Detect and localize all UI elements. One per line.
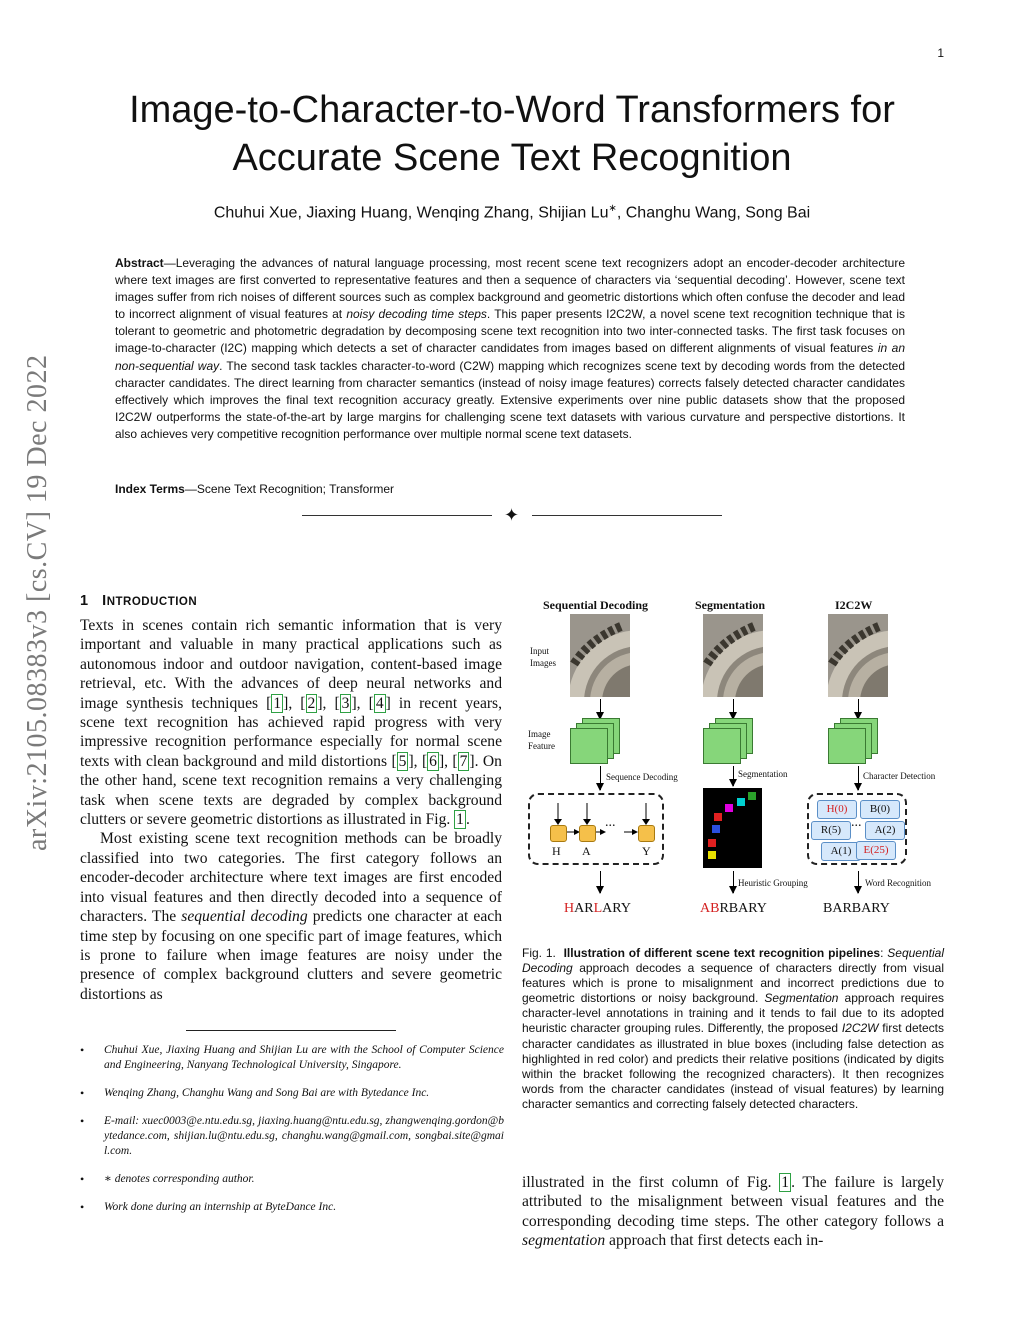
output-correct: RBARY — [719, 901, 767, 916]
footnote-bytedance — [80, 1086, 504, 1101]
citation-4[interactable]: 4 — [375, 694, 384, 712]
caption-text-3: first detects character candidates as illustrated in blue boxes (including false detection as highlighted in red color) and predicts their relative positions (indicated by digits within the bracket following the recognized characters). It then recognizes words from the character candidates (instead of visual features) by learning character semantics and correcting falsely detected characters. — [522, 1021, 944, 1111]
candidate-box: A(2) — [865, 821, 905, 840]
caption-em-i2c2w: I2C2W — [841, 1021, 879, 1036]
input-image-2 — [703, 614, 763, 697]
p1-text-c: . On the other hand, scene text recognition remains a very challenging task when scene texts are degraded by complex background clutters or severe geometric distortions as illustrated in Fig. — [80, 752, 502, 829]
page-number: 1 — [937, 46, 944, 60]
output-correct: ARY — [602, 901, 631, 916]
decoding-step-box — [638, 825, 655, 842]
footnote-email — [80, 1114, 504, 1159]
abstract-emphasis-2: in an non-sequential way — [115, 341, 905, 373]
intro-paragraph-2 — [80, 829, 502, 1004]
citation-3[interactable]: 3 — [341, 694, 350, 712]
footnote-corresponding — [80, 1172, 504, 1187]
arrow-down-icon — [600, 871, 601, 893]
arrow-down-icon — [600, 699, 601, 719]
section-title-initial: I — [102, 593, 107, 609]
caption-em-sequential: Sequential Decoding — [522, 946, 944, 976]
bullet-icon: • — [80, 1114, 85, 1128]
candidate-box: B(0) — [860, 800, 900, 819]
bullet-icon: • — [80, 1200, 85, 1214]
separator-left — [302, 515, 492, 516]
author-list — [0, 203, 1024, 222]
bullet-icon: • — [80, 1086, 85, 1100]
fig-col-title-i2c2w: I2C2W — [835, 598, 873, 612]
decoded-char-1: H — [552, 844, 561, 858]
output-error: AB — [700, 901, 720, 916]
output-error: H — [564, 901, 575, 916]
step-label-character-detection: Character Detection — [863, 771, 936, 781]
citation-1[interactable]: 1 — [273, 694, 282, 712]
caption-text-1: approach decodes a sequence of characters directly from visual features which is prone to misalignment and incorrect predictions due to geometric distortions or noisy background. — [522, 961, 944, 1006]
arxiv-stamp: arXiv:2105.08383v3 [cs.CV] 19 Dec 2022 — [22, 354, 53, 851]
output-i2c2w: BARBARY — [823, 901, 890, 916]
caption-colon: : — [880, 946, 888, 960]
arrow-down-icon — [858, 699, 859, 719]
bullet-icon: • — [80, 1172, 85, 1186]
abstract — [115, 255, 905, 443]
input-image-1 — [570, 614, 630, 697]
paper-title — [0, 86, 1024, 182]
footnotes — [80, 1043, 504, 1228]
separator-diamond-icon: ✦ — [504, 505, 520, 525]
decoded-char-2: A — [582, 844, 591, 858]
output-error: L — [593, 901, 603, 916]
citation-6[interactable]: 6 — [429, 752, 437, 770]
fig-row-label-input — [530, 645, 556, 669]
footnote-text: E-mail: xuec0003@e.ntu.edu.sg, jiaxing.huang@ntu.edu.sg, zhangwenqing.gordon@bytedance.com, shijian.lu@ntu.edu.sg, changhu.wang@gmail.com, songbai.site@gmail.com. — [104, 1115, 504, 1157]
intro-paragraph-1: Texts in scenes contain rich semantic information that is very important and valuable in many practical applications such as autonomous indoor and outdoor navigation, content-based image retrieval, etc. With the advances of deep neural networks and image synthesis techniques [ 1 ], [ 2 ], [ 3 ], [ 4 ] in recent years, scene text recognition has achieved rapid progress with very impressive recognition performance especially for normal scene texts with clean background and mild distortions [ 5 ], [ 6 ], [ 7 ]. On the other hand, scene text recognition remains a very challenging task when scene texts are degraded by complex background clutters or severe geometric distortions as illustrated in Fig. 1 . — [80, 617, 503, 829]
abstract-text-1: —Leveraging the advances of natural language processing, most recent scene text recognizers adopt an encoder-decoder architecture where text images are first converted to representative features and then a sequence of characters via ‘sequential decoding’. However, scene text images suffer from rich noises of different sources such as complex background and geometric distortions which often confuse the decoder and lead to incorrect alignment of visual features at — [115, 256, 905, 322]
feature-label-line-2: Feature — [528, 741, 555, 751]
arrow-down-icon — [733, 871, 734, 893]
footnote-text: Chuhui Xue, Jiaxing Huang and Shijian Lu are with the School of Computer Science and Engineering, Nanyang Technological University, Singapore. — [104, 1044, 504, 1071]
authors-rest: , Changhu Wang, Song Bai — [616, 204, 811, 222]
feature-stack-1 — [570, 718, 630, 768]
feature-label-line-1: Image — [528, 729, 551, 739]
decoded-char-3: Y — [642, 844, 651, 858]
intro-right-column — [522, 1173, 944, 1251]
citation-5[interactable]: 5 — [398, 752, 407, 770]
footnote-affiliation — [80, 1043, 504, 1073]
figure-link[interactable]: 1 — [456, 811, 464, 829]
abstract-text-2: . This paper presents I2C2W, a novel scene text recognition technique that is tolerant to geometric and photometric degradation by decomposing scene text recognition into two inter-connected tasks. The first task focuses on image-to-character (I2C) mapping which detects a set of character candidates from images based on different alignments of visual features — [115, 307, 905, 356]
feature-map — [570, 728, 608, 764]
arrow-down-icon — [733, 766, 734, 786]
feature-map — [828, 728, 866, 764]
arrow-down-icon — [600, 766, 601, 790]
citation-7[interactable]: 7 — [459, 752, 468, 770]
intro-left-column — [80, 616, 502, 1004]
output-correct: AR — [574, 901, 594, 916]
p2-emphasis: sequential decoding — [181, 908, 308, 926]
figure-1 — [520, 592, 950, 932]
caption-text-2: approach requires character-level annotations in training and it tends to fail due to its adopted heuristic character grouping rules. Differently, the proposed — [522, 991, 945, 1036]
input-label-line-1: Input — [530, 646, 549, 656]
figure-caption — [522, 946, 944, 1112]
footnote-text: Work done during an internship at ByteDance Inc. — [104, 1201, 337, 1213]
footnote-text: ∗ denotes corresponding author. — [104, 1173, 255, 1185]
corresponding-mark: ∗ — [608, 203, 617, 214]
abstract-emphasis-1: noisy decoding time steps — [346, 307, 487, 322]
bullet-icon: • — [80, 1043, 85, 1057]
feature-stack-3 — [828, 718, 888, 768]
index-terms-label: Index Terms — [115, 482, 185, 496]
right-text-2: . The failure is largely attributed to the misalignment between visual features and the corresponding decoding time steps. The other category follows a — [522, 1174, 944, 1230]
index-terms — [115, 482, 394, 496]
sequence-decoding-box — [528, 793, 664, 865]
candidate-box: R(5) — [811, 821, 851, 840]
caption-em-segmentation: Segmentation — [764, 991, 839, 1006]
authors-main: Chuhui Xue, Jiaxing Huang, Wenqing Zhang, Shijian Lu — [213, 204, 609, 222]
separator-right — [532, 515, 722, 516]
character-detection-box — [807, 793, 907, 865]
p1-text-b: in recent years, scene text recognition has achieved rapid progress with very impressive recognition performance especially for normal scene texts with clean background and mild distortions — [80, 694, 503, 770]
candidate-label: H(0) — [826, 803, 848, 815]
input-image-3 — [828, 614, 888, 697]
candidate-ellipsis: ... — [851, 815, 862, 830]
feature-map — [703, 728, 741, 764]
arrow-down-icon — [858, 871, 859, 893]
footnote-internship — [80, 1200, 504, 1215]
candidate-label: E(25) — [863, 844, 889, 856]
title-line-1: Image-to-Character-to-Word Transformers for — [129, 89, 895, 131]
fig-col-title-segmentation: Segmentation — [695, 598, 765, 612]
decoding-ellipsis: ... — [605, 815, 616, 830]
step-label-word-recognition: Word Recognition — [865, 878, 932, 888]
p1-text-a: Texts in scenes contain rich semantic information that is very important and valuable in many practical applications such as autonomous indoor and outdoor navigation, content-based image retrieval, etc. With the advances of deep neural networks and image synthesis techniques — [80, 617, 502, 712]
decoding-step-box — [550, 825, 567, 842]
section-number: 1 — [80, 593, 89, 609]
output-sequential — [564, 901, 631, 917]
p2-text-a: Most existing scene text recognition methods can be broadly classified into two categories. The first category follows an encoder-decoder architecture where text images are first encoded into visual features and then directly decoded into a sequence of characters. The — [80, 830, 502, 926]
fig-row-label-feature — [528, 728, 555, 752]
p2-text-b: predicts one character at each time step by focusing on one specific part of image features, which is prone to failure when image features are noisy under the presence of complex background clutters and severe geometric distortions as — [80, 908, 502, 1003]
right-emphasis: segmentation — [522, 1232, 606, 1250]
arrow-down-icon — [733, 699, 734, 719]
abstract-text-3: . The second task tackles character-to-word (C2W) mapping which recognizes scene text by decoding words from the detected character candidates. The direct learning from character semantics (instead of noisy image features) corrects falsely detected character candidates effectively which improves the final text recognition accuracy greatly. Extensive experiments over nine public datasets show that the proposed I2C2W outperforms the state-of-the-art by large margins for challenging scene text datasets with various curvature and perspective distortions. It also achieves very competitive recognition performance over multiple normal scene text datasets. — [115, 358, 905, 441]
caption-title: Illustration of different scene text recognition pipelines — [563, 946, 881, 960]
candidate-box: A(1) — [821, 842, 861, 861]
right-text-3: approach that first detects each in- — [605, 1232, 824, 1250]
caption-label: Fig. 1. — [522, 946, 556, 960]
candidate-box-false — [856, 841, 896, 860]
step-label-sequence-decoding: Sequence Decoding — [606, 772, 678, 782]
section-heading — [80, 593, 197, 609]
figure-link[interactable]: 1 — [781, 1174, 790, 1191]
input-label-line-2: Images — [530, 658, 556, 668]
output-segmentation — [700, 901, 767, 917]
footnote-rule — [186, 1030, 396, 1031]
fig-col-title-sequential: Sequential Decoding — [543, 598, 649, 612]
step-label-heuristic-grouping: Heuristic Grouping — [738, 878, 808, 888]
decoding-step-box — [579, 825, 596, 842]
segmentation-map — [703, 788, 762, 868]
step-label-segmentation: Segmentation — [738, 769, 788, 779]
footnote-text: Wenqing Zhang, Changhu Wang and Song Bai are with Bytedance Inc. — [104, 1087, 430, 1099]
arrow-down-icon — [858, 766, 859, 790]
abstract-label: Abstract — [115, 256, 164, 270]
feature-stack-2 — [703, 718, 763, 768]
title-line-2: Accurate Scene Text Recognition — [232, 137, 792, 179]
index-terms-text: —Scene Text Recognition; Transformer — [184, 482, 395, 496]
right-text-1: illustrated in the first column of Fig. — [522, 1174, 780, 1191]
section-title-rest: NTRODUCTION — [106, 596, 198, 608]
citation-2[interactable]: 2 — [307, 694, 316, 712]
